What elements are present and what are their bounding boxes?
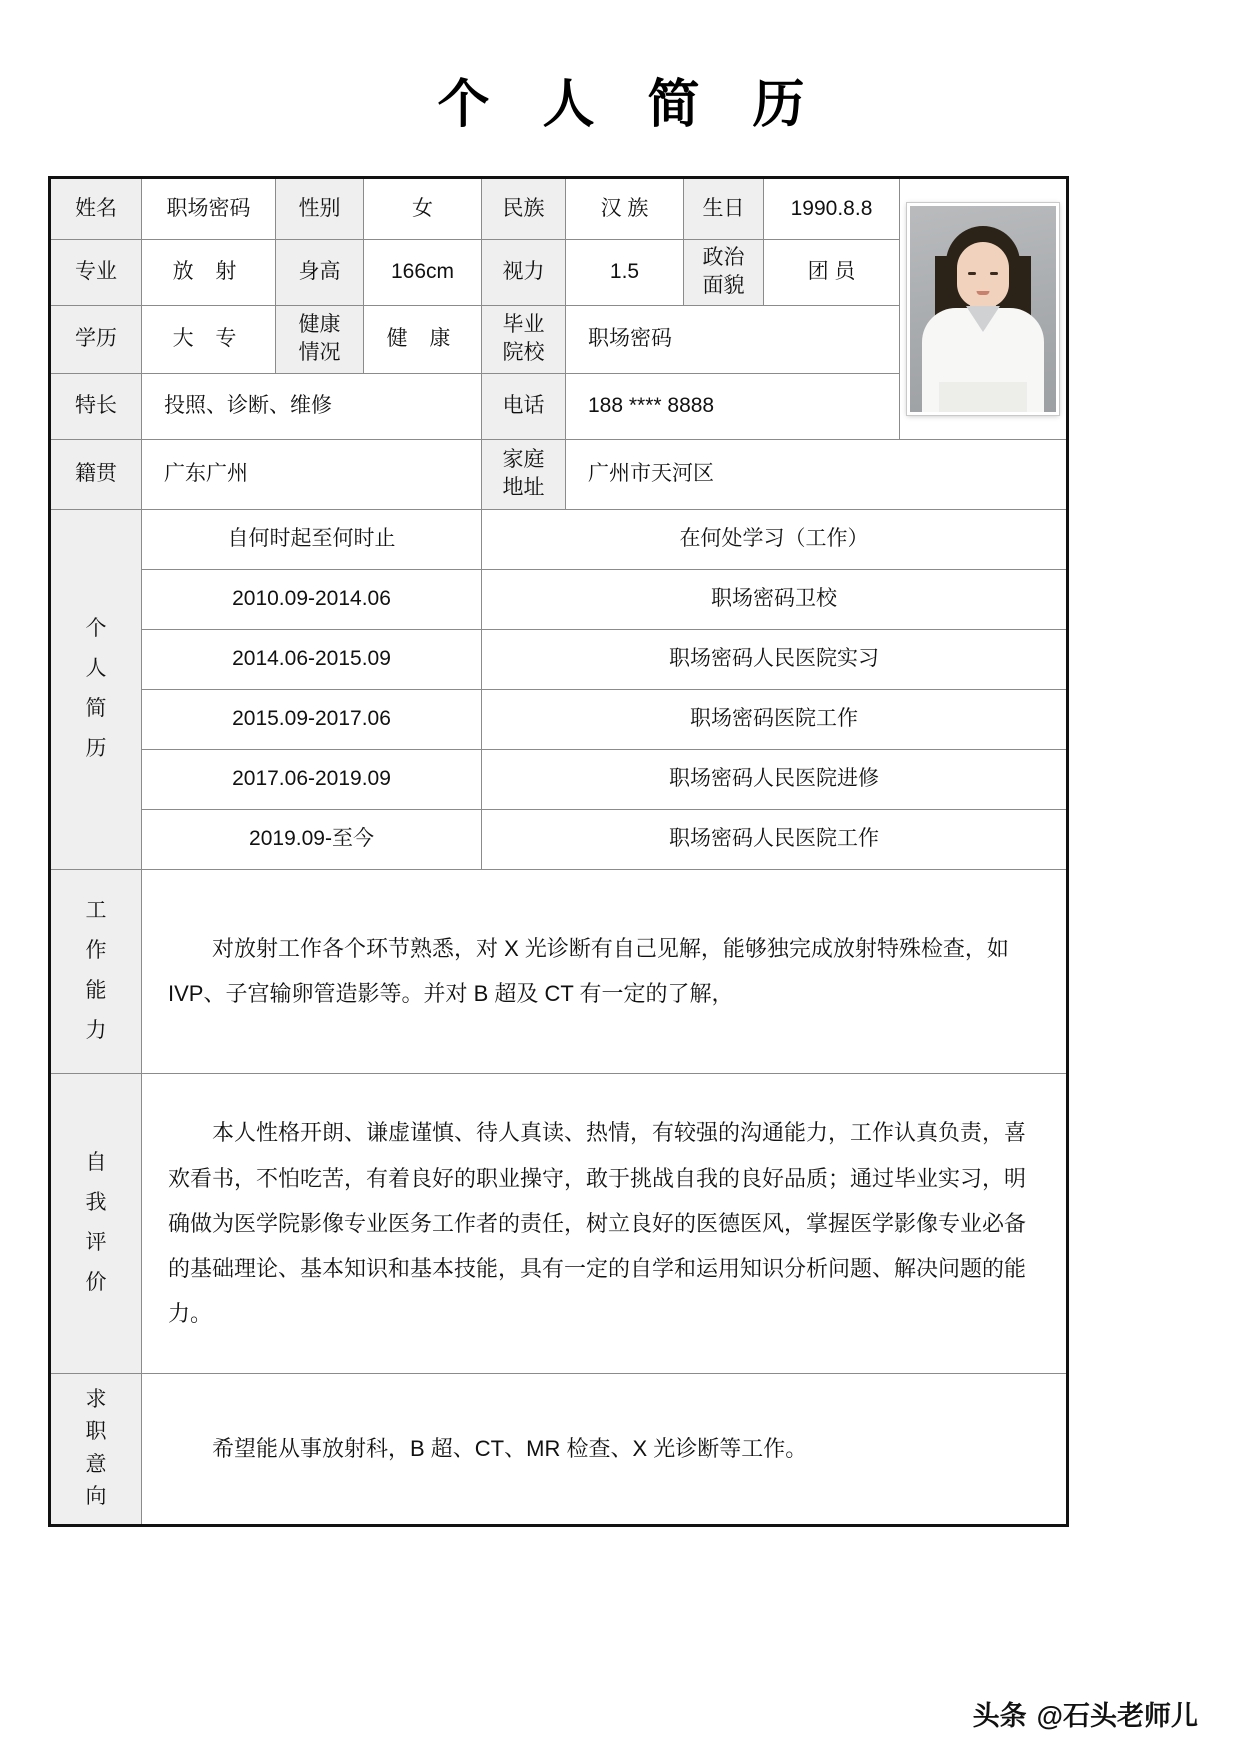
work-ability-cell: [142, 869, 1068, 1073]
label-health: [276, 305, 364, 373]
watermark-brand: 头条: [972, 1701, 1027, 1731]
resume-table: [48, 176, 1069, 1527]
table-row-name: [50, 178, 1068, 240]
value-height: 166cm: [364, 240, 482, 306]
section-label-char-0: 求: [85, 1387, 107, 1411]
table-row-origin: [50, 439, 1068, 509]
value-major: 放 射: [142, 240, 276, 306]
history-header-row: [50, 509, 1068, 569]
section-label-self-evaluation: [50, 1073, 142, 1373]
value-vision: 1.5: [566, 240, 684, 306]
value-political-status: 团 员: [764, 240, 900, 306]
section-label-char-3: 向: [85, 1485, 107, 1509]
section-label-char-2: 评: [85, 1231, 107, 1255]
history-period: 2019.09-至今: [142, 809, 482, 869]
portrait-collar-shape: [966, 306, 1000, 332]
history-period: 2010.09-2014.06: [142, 569, 482, 629]
history-place: 职场密码人民医院工作: [482, 809, 1068, 869]
label-birthday: 生日: [684, 178, 764, 240]
job-intention-cell: [142, 1373, 1068, 1525]
label-gender: 性别: [276, 178, 364, 240]
section-label-char-0: 自: [85, 1151, 107, 1175]
section-label-job-intention: [50, 1373, 142, 1525]
section-label-char-1: 职: [85, 1420, 107, 1444]
label-political-status: [684, 240, 764, 306]
section-label-char-2: 简: [85, 697, 107, 721]
work-ability-text: 对放射工作各个环节熟悉，对 X 光诊断有自己见解，能够独完成放射特殊检查，如 IVP、子宫输卵管造影等。并对 B 超及 CT 有一定的了解，: [168, 936, 1009, 1007]
value-education: 大 专: [142, 305, 276, 373]
portrait-mouth: [977, 291, 990, 295]
portrait-eye-right: [990, 272, 998, 275]
value-health: 健 康: [364, 305, 482, 373]
label-specialty: 特长: [50, 373, 142, 439]
label-origin: 籍贯: [50, 439, 142, 509]
label-height: 身高: [276, 240, 364, 306]
section-label-char-3: 历: [85, 737, 107, 761]
label-school-line2: 院校: [502, 341, 545, 365]
history-period: 2015.09-2017.06: [142, 689, 482, 749]
portrait-face-shape: [957, 242, 1009, 308]
history-row: [50, 569, 1068, 629]
history-place: 职场密码人民医院实习: [482, 629, 1068, 689]
job-intention-text: 希望能从事放射科，B 超、CT、MR 检查、X 光诊断等工作。: [212, 1436, 808, 1462]
section-label-char-3: 力: [85, 1019, 107, 1043]
label-home-address: [482, 439, 566, 509]
history-period: 2014.06-2015.09: [142, 629, 482, 689]
value-ethnicity: 汉 族: [566, 178, 684, 240]
history-row: [50, 749, 1068, 809]
history-row: [50, 689, 1068, 749]
section-label-char-3: 价: [85, 1271, 107, 1295]
history-row: [50, 809, 1068, 869]
label-school-line1: 毕业: [502, 312, 545, 336]
page-title: 个 人 简 历: [437, 77, 825, 134]
self-evaluation-cell: [142, 1073, 1068, 1373]
label-phone: 电话: [482, 373, 566, 439]
job-intention-row: [50, 1373, 1068, 1525]
section-label-char-1: 作: [85, 939, 107, 963]
value-birthday: 1990.8.8: [764, 178, 900, 240]
watermark: [973, 1694, 1198, 1733]
history-period: 2017.06-2019.09: [142, 749, 482, 809]
section-label-char-2: 意: [85, 1452, 107, 1476]
label-education: 学历: [50, 305, 142, 373]
section-label-char-0: 个: [85, 617, 107, 641]
history-row: [50, 629, 1068, 689]
history-place: 职场密码医院工作: [482, 689, 1068, 749]
page-title-wrap: [0, 62, 1242, 137]
history-col-header-period: 自何时起至何时止: [142, 509, 482, 569]
section-label-char-1: 我: [85, 1191, 107, 1215]
section-label-char-0: 工: [85, 899, 107, 923]
history-place: 职场密码卫校: [482, 569, 1068, 629]
label-political-status-line2: 面貌: [702, 274, 745, 298]
label-school: [482, 305, 566, 373]
portrait-skirt-shape: [939, 382, 1027, 412]
history-col-header-place: 在何处学习（工作）: [482, 509, 1068, 569]
portrait-eye-left: [968, 272, 976, 275]
watermark-username: @石头老师儿: [1036, 1701, 1198, 1731]
work-ability-row: [50, 869, 1068, 1073]
self-evaluation-row: [50, 1073, 1068, 1373]
photo-cell: [900, 178, 1068, 440]
value-origin: 广东广州: [142, 439, 482, 509]
section-label-personal-history: [50, 509, 142, 869]
section-label-char-1: 人: [85, 657, 107, 681]
value-specialty: 投照、诊断、维修: [142, 373, 482, 439]
label-political-status-line1: 政治: [702, 246, 745, 269]
section-label-work-ability: [50, 869, 142, 1073]
label-health-line2: 情况: [298, 341, 341, 365]
label-name: 姓名: [50, 178, 142, 240]
value-gender: 女: [364, 178, 482, 240]
section-label-char-2: 能: [85, 979, 107, 1003]
label-home-address-line1: 家庭: [502, 447, 545, 471]
value-school: 职场密码: [566, 305, 900, 373]
label-ethnicity: 民族: [482, 178, 566, 240]
value-phone: 188 **** 8888: [566, 373, 900, 439]
avatar: [907, 203, 1059, 415]
label-health-line1: 健康: [298, 312, 341, 336]
label-home-address-line2: 地址: [502, 476, 545, 500]
value-home-address: 广州市天河区: [566, 439, 1068, 509]
label-major: 专业: [50, 240, 142, 306]
value-name: 职场密码: [142, 178, 276, 240]
self-evaluation-text: 本人性格开朗、谦虚谨慎、待人真读、热情，有较强的沟通能力，工作认真负责，喜欢看书，不怕吃苦，有着良好的职业操守，敢于挑战自我的良好品质；通过毕业实习，明确做为医学院影像专业医务工作者的责任，树立良好的医德医风，掌握医学影像专业必备的基础理论、基本知识和基本技能，具有一定的自学和运用知识分析问题、解决问题的能力。: [168, 1120, 1027, 1326]
history-place: 职场密码人民医院进修: [482, 749, 1068, 809]
label-vision: 视力: [482, 240, 566, 306]
